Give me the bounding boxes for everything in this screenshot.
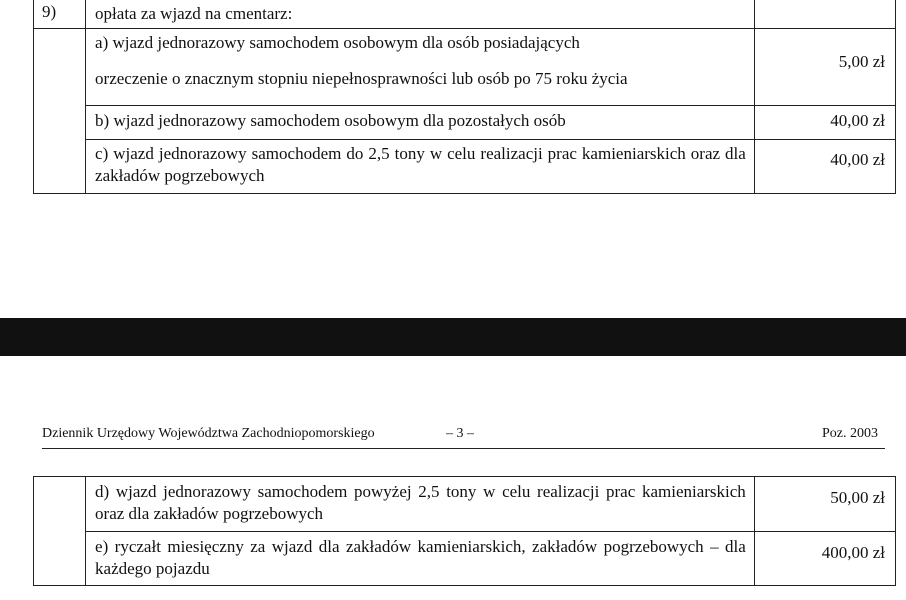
fee-description-c: c) wjazd jednorazowy samochodem do 2,5 tony w celu realizacji prac kamieniarskich oraz dla zakładów pogrzebowych (86, 140, 755, 194)
fee-price-c: 40,00 zł (754, 140, 895, 194)
fee-table-top (33, 0, 896, 194)
empty-price-cell (754, 0, 895, 29)
row-number: 9) (34, 0, 86, 29)
number-column-spacer (34, 477, 86, 586)
table-row (34, 477, 896, 532)
page-number: – 3 – (446, 426, 474, 441)
table-row (34, 140, 896, 194)
header-divider (42, 448, 885, 449)
fee-table-bottom (33, 476, 896, 586)
fee-description-a-line1: a) wjazd jednorazowy samochodem osobowym dla osób posiadających (95, 33, 580, 52)
fee-price-b: 40,00 zł (754, 106, 895, 140)
fee-price-e: 400,00 zł (754, 532, 895, 586)
table-row (34, 0, 896, 29)
fee-price-d: 50,00 zł (754, 477, 895, 532)
section-heading: opłata za wjazd na cmentarz: (86, 0, 755, 29)
number-column-spacer (34, 29, 86, 194)
page-header (42, 426, 878, 446)
position-number: Poz. 2003 (822, 426, 878, 441)
fee-description-d: d) wjazd jednorazowy samochodem powyżej 2,5 tony w celu realizacji prac kamieniarskich oraz dla zakładów pogrzebowych (86, 477, 755, 532)
fee-price-a: 5,00 zł (754, 29, 895, 106)
fee-description-a-line2: orzeczenie o znacznym stopniu niepełnosprawności lub osób po 75 roku życia (95, 69, 628, 88)
fee-description-b: b) wjazd jednorazowy samochodem osobowym dla pozostałych osób (86, 106, 755, 140)
table-row (34, 106, 896, 140)
page-separator-bar (0, 318, 906, 356)
fee-description-a (86, 29, 755, 106)
journal-title: Dziennik Urzędowy Województwa Zachodniopomorskiego (42, 426, 375, 441)
fee-description-e: e) ryczałt miesięczny za wjazd dla zakładów kamieniarskich, zakładów pogrzebowych – dla każdego pojazdu (86, 532, 755, 586)
table-row (34, 532, 896, 586)
table-row (34, 29, 896, 106)
